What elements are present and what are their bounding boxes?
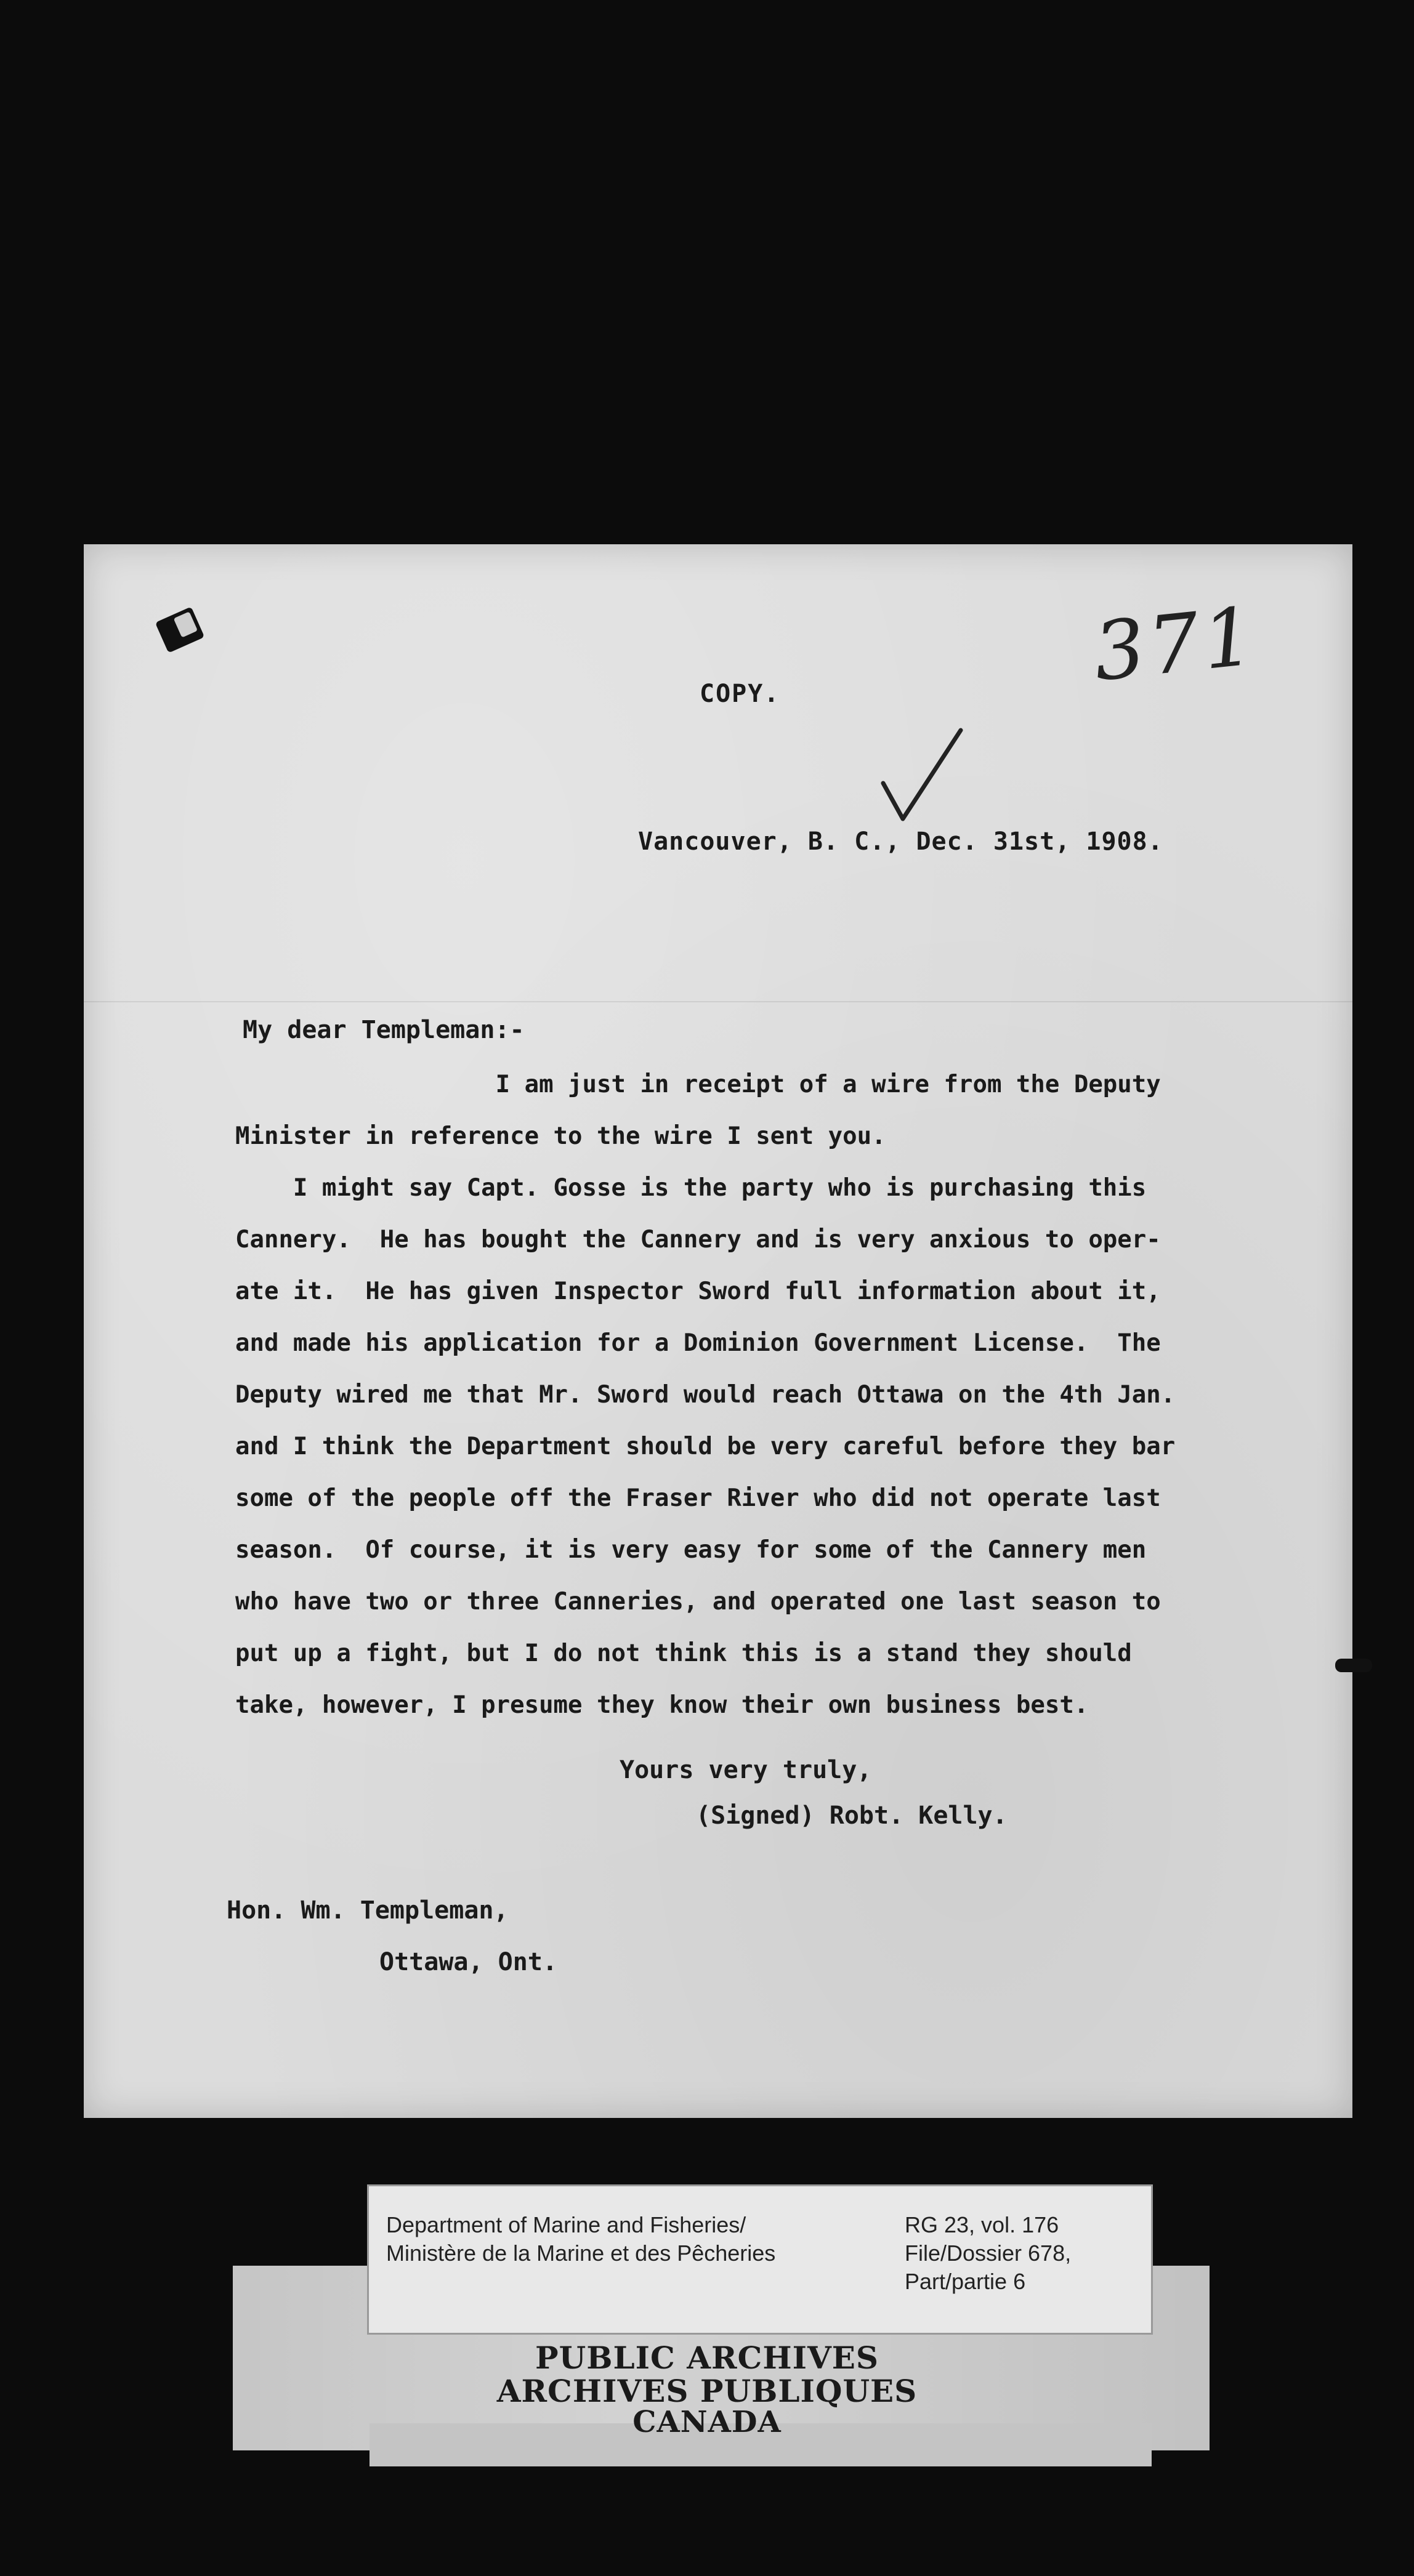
fold-line [84,1001,1352,1002]
signature-line: (Signed) Robt. Kelly. [696,1801,1008,1830]
letter-body: I am just in receipt of a wire from the Deputy Minister in reference to the wire I sent you. I might say Capt. Gosse is the party who is purchasing this Cannery. He has bought the Cannery and is very anxious to oper- ate it. He has given Inspector Sword full information about it, and made his application for a Dominion Government License. The Deputy wired me that Mr. Sword would reach Ottawa on the 4th Jan. and I think the Department should be very careful before they bar some of the people off the Fraser River who did not operate last season. Of course, it is very easy for some of the Cannery men who have two or three Canneries, and operated one last season to put up a fight, but I do not think this is a stand they should take, however, I presume they know their own business best. [235,1071,1176,1719]
closing: Yours very truly, [620,1756,872,1784]
stamp-line-2: ARCHIVES PUBLIQUES [496,2373,918,2409]
letter-page [84,544,1352,2118]
reference-block [905,2211,1071,2296]
department-english: Department of Marine and Fisheries/ [386,2212,746,2237]
addressee-name: Hon. Wm. Templeman, [227,1896,509,1925]
archive-label [367,2184,1153,2335]
addressee-place: Ottawa, Ont. [379,1948,557,1976]
folio-number: 371 [1089,589,1262,699]
file-number: File/Dossier 678, [905,2240,1072,2266]
paper-clip-mark [155,606,204,653]
dateline: Vancouver, B. C., Dec. 31st, 1908. [638,827,1163,856]
edge-tab-mark [1335,1659,1372,1672]
record-group: RG 23, vol. 176 [905,2212,1059,2237]
department-french: Ministère de la Marine et des Pêcheries [386,2240,776,2266]
copy-heading: COPY. [700,680,780,708]
check-mark-icon [878,727,964,825]
salutation: My dear Templeman:- [243,1016,525,1044]
part-number: Part/partie 6 [905,2269,1026,2294]
stamp-line-1: PUBLIC ARCHIVES [535,2340,879,2376]
department-block [386,2211,775,2268]
stamp-line-3: CANADA [632,2405,782,2439]
